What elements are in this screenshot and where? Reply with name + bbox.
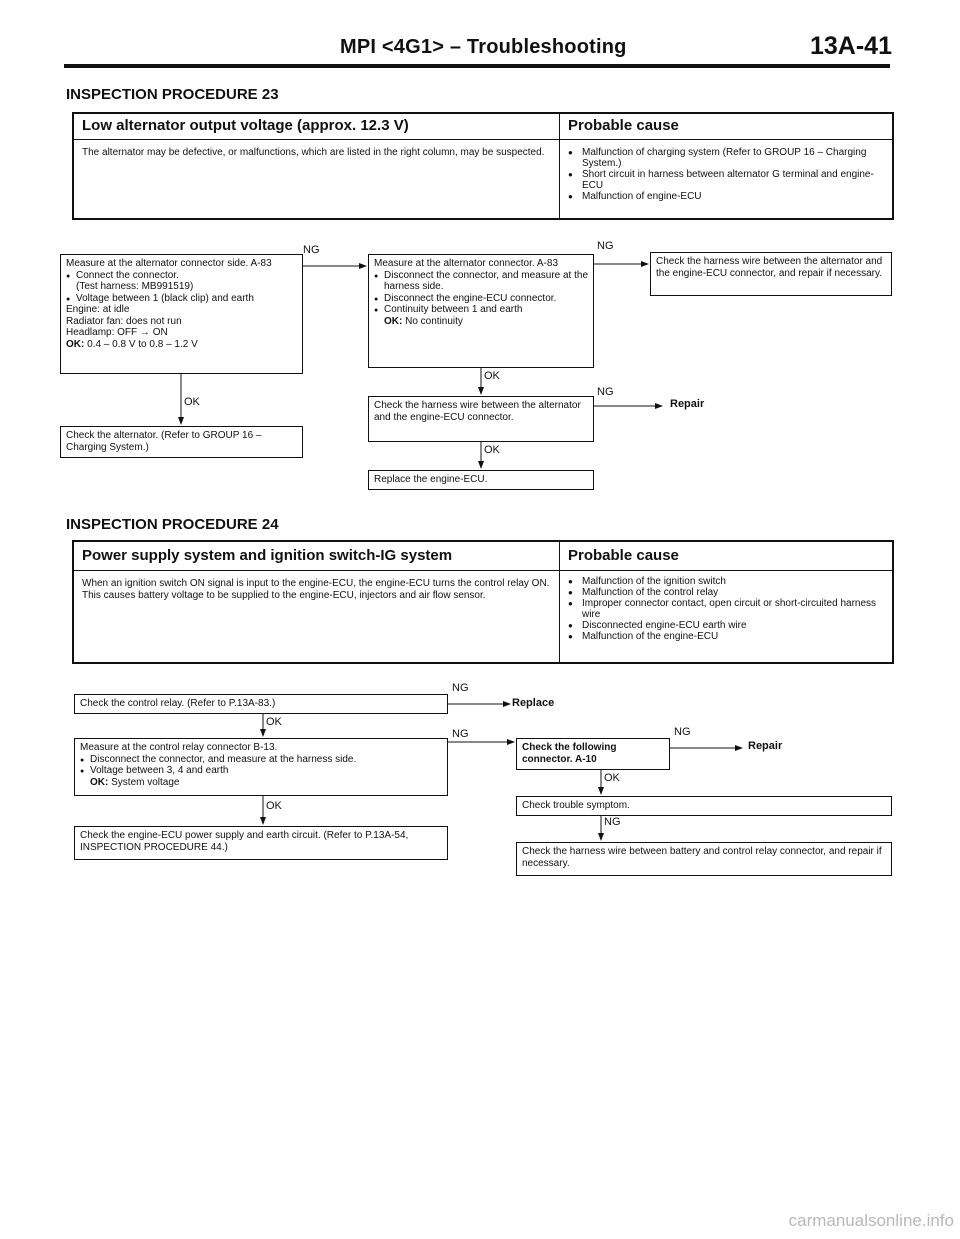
replace-ecu-box: Replace the engine-ECU. xyxy=(368,470,594,490)
check-power-supply-box: Check the engine-ECU power supply and earth circuit. (Refer to P.13A-54, INSPECTION PROCEDURE 44.) xyxy=(74,826,448,860)
cause-item: ● Malfunction of charging system (Refer to GROUP 16 – Charging System.) xyxy=(568,147,890,169)
procedure-23-title: INSPECTION PROCEDURE 23 xyxy=(66,86,279,103)
page-title: MPI <4G1> – Troubleshooting xyxy=(340,36,627,58)
measure-alternator-connector-box: Measure at the alternator connector side. A-83 ● Connect the connector. (Test harness: MB991519) ● Voltage between 1 (black clip) and earth Engine: at idle Radiator fan: does not run Headlamp: OFF → ON OK: 0.4 – 0.8 V to 0.8 – 1.2 V xyxy=(60,254,303,374)
cause-item: ● Short circuit in harness between alternator G terminal and engine-ECU xyxy=(568,169,890,191)
symptom-header: Power supply system and ignition switch-IG system xyxy=(82,547,453,564)
check-control-relay-box: Check the control relay. (Refer to P.13A-83.) xyxy=(74,694,448,714)
measure-disconnect-box: Measure at the alternator connector. A-83 ● Disconnect the connector, and measure at the harness side. ● Disconnect the engine-ECU connector. ● Continuity between 1 and earth OK: No continuity xyxy=(368,254,594,368)
repair-label: Repair xyxy=(748,740,783,752)
ok-label: OK xyxy=(604,772,620,784)
cause-item: ● Improper connector contact, open circuit or short-circuited harness wire xyxy=(568,598,890,620)
ng-label: NG xyxy=(452,682,469,694)
check-harness-repair-box: Check the harness wire between the alternator and the engine-ECU connector, and repair if necessary. xyxy=(650,252,892,296)
measure-control-relay-box: Measure at the control relay connector B-13. ● Disconnect the connector, and measure at the harness side. ● Voltage between 3, 4 and earth OK: System voltage xyxy=(74,738,448,796)
probable-cause-header: Probable cause xyxy=(568,117,679,134)
page-number: 13A-41 xyxy=(810,32,892,60)
cause-item: ● Malfunction of the engine-ECU xyxy=(568,631,890,642)
ng-label: NG xyxy=(674,726,691,738)
check-trouble-symptom-box: Check trouble symptom. xyxy=(516,796,892,816)
cause-item: ● Malfunction of engine-ECU xyxy=(568,191,890,202)
ok-label: OK xyxy=(484,370,500,382)
symptom-description: When an ignition switch ON signal is input to the engine-ECU, the engine-ECU turns the control relay ON. This causes battery voltage to be supplied to the engine-ECU, injectors and air flow sensor. xyxy=(82,578,550,601)
ng-label: NG xyxy=(303,244,320,256)
check-alternator-box: Check the alternator. (Refer to GROUP 16 – Charging System.) xyxy=(60,426,303,458)
probable-cause-header: Probable cause xyxy=(568,547,679,564)
watermark: carmanualsonline.info xyxy=(788,1211,954,1230)
cause-item: ● Malfunction of the ignition switch xyxy=(568,576,890,587)
ng-label: NG xyxy=(604,816,621,828)
procedure-24-title: INSPECTION PROCEDURE 24 xyxy=(66,516,279,533)
ng-label: NG xyxy=(452,728,469,740)
cause-item: ● Malfunction of the control relay xyxy=(568,587,890,598)
ok-label: OK xyxy=(484,444,500,456)
ng-label: NG xyxy=(597,240,614,252)
symptom-description: The alternator may be defective, or malfunctions, which are listed in the right column, may be suspected. xyxy=(82,147,545,158)
ok-label: OK xyxy=(266,800,282,812)
replace-label: Replace xyxy=(512,697,555,709)
cause-item: ● Disconnected engine-ECU earth wire xyxy=(568,620,890,631)
ok-label: OK xyxy=(184,396,200,408)
ok-label: OK xyxy=(266,716,282,728)
symptom-header: Low alternator output voltage (approx. 12.3 V) xyxy=(82,117,409,134)
repair-label: Repair xyxy=(670,398,705,410)
ng-label: NG xyxy=(597,386,614,398)
check-harness-box: Check the harness wire between the alternator and the engine-ECU connector. xyxy=(368,396,594,442)
check-connector-box: Check the following connector. A-10 xyxy=(516,738,670,770)
check-battery-harness-box: Check the harness wire between battery and control relay connector, and repair if necessary. xyxy=(516,842,892,876)
